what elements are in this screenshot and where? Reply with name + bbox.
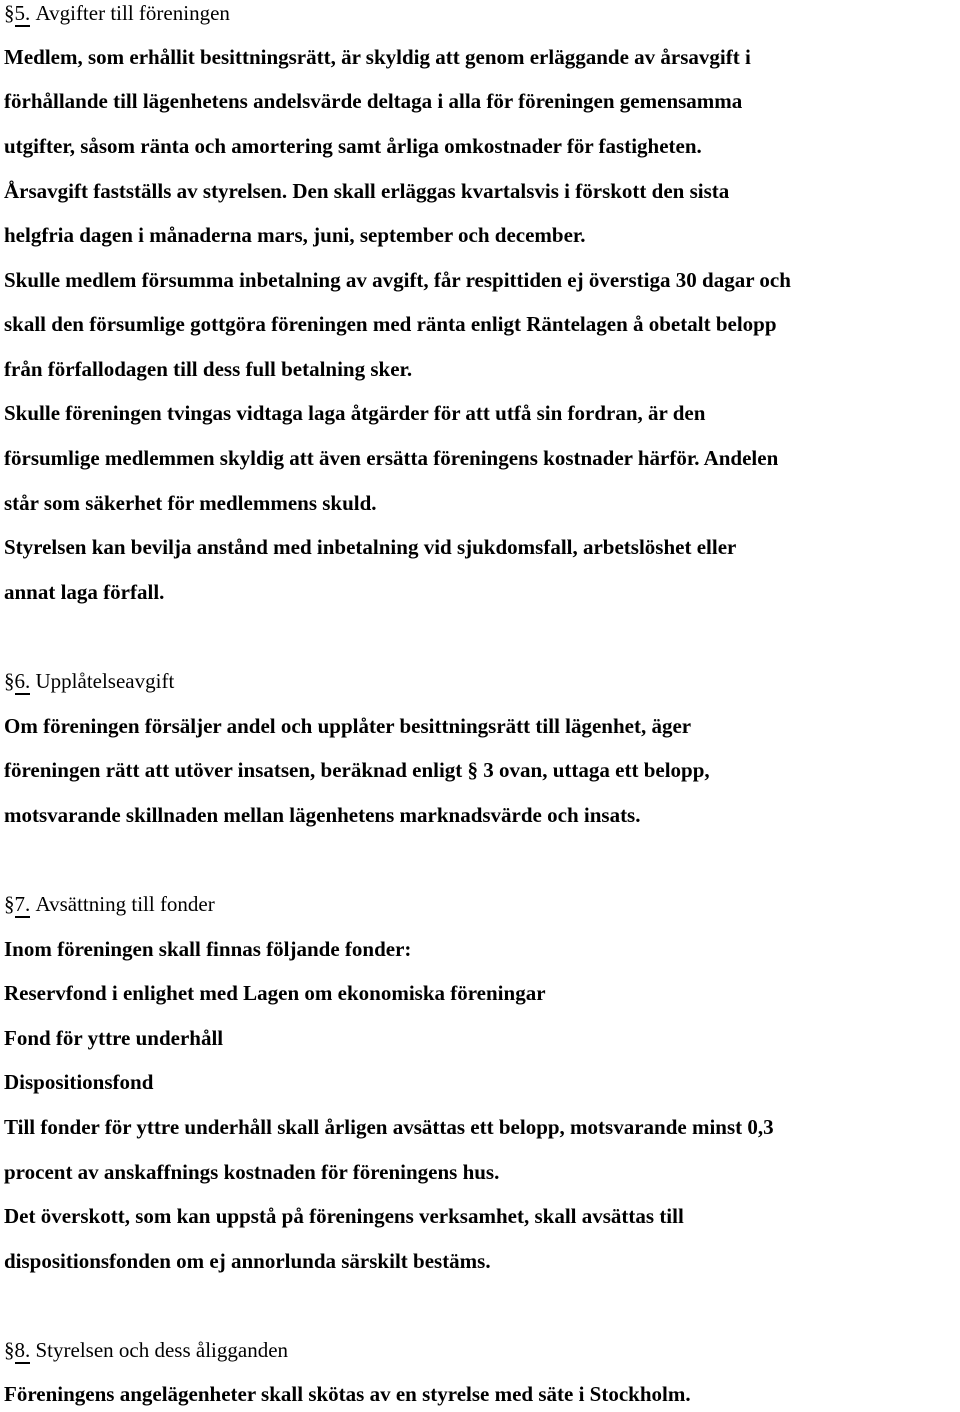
section-7-title: Avsättning till fonder xyxy=(35,892,215,916)
section-7-line-4: Dispositionsfond xyxy=(4,1070,154,1094)
section-sign-8: § xyxy=(4,1338,15,1362)
section-sign-6: § xyxy=(4,669,15,693)
section-sign-7: § xyxy=(4,892,15,916)
section-5-line-5: helgfria dagen i månaderna mars, juni, september och december. xyxy=(4,223,586,247)
section-5-line-10: försumlige medlemmen skyldig att även ersätta föreningens kostnader härför. Andelen xyxy=(4,446,779,470)
section-5-number: 5. xyxy=(14,1,31,25)
section-5-line-2: förhållande till lägenhetens andelsvärde deltaga i alla för föreningen gemensamma xyxy=(4,89,743,113)
section-6-line-1: Om föreningen försäljer andel och upplåter besittningsrätt till lägenhet, äger xyxy=(4,714,692,738)
section-sign-5: § xyxy=(4,1,15,25)
section-7-number: 7. xyxy=(14,892,31,916)
section-5-line-8: från förfallodagen till dess full betalning sker. xyxy=(4,357,413,381)
section-6-title: Upplåtelseavgift xyxy=(35,669,175,693)
section-6-number: 6. xyxy=(14,669,31,693)
section-8-heading xyxy=(4,1337,288,1363)
section-7-heading xyxy=(4,891,215,917)
section-5-line-11: står som säkerhet för medlemmens skuld. xyxy=(4,491,377,515)
section-5-line-1: Medlem, som erhållit besittningsrätt, är skyldig att genom erläggande av årsavgift i xyxy=(4,45,751,69)
section-7-line-8: dispositionsfonden om ej annorlunda särskilt bestäms. xyxy=(4,1249,491,1273)
section-7-line-6: procent av anskaffnings kostnaden för föreningens hus. xyxy=(4,1160,500,1184)
section-5-line-9: Skulle föreningen tvingas vidtaga laga åtgärder för att utfå sin fordran, är den xyxy=(4,401,706,425)
section-6-line-3: motsvarande skillnaden mellan lägenhetens marknadsvärde och insats. xyxy=(4,803,641,827)
section-6-line-2: föreningen rätt att utöver insatsen, beräknad enligt § 3 ovan, uttaga ett belopp, xyxy=(4,758,710,782)
section-5-line-7: skall den försumlige gottgöra föreningen med ränta enligt Räntelagen å obetalt belopp xyxy=(4,312,777,336)
section-7-line-7: Det överskott, som kan uppstå på föreningens verksamhet, skall avsättas till xyxy=(4,1204,684,1228)
section-8-line-1: Föreningens angelägenheter skall skötas av en styrelse med säte i Stockholm. xyxy=(4,1382,691,1406)
section-7-line-2: Reservfond i enlighet med Lagen om ekonomiska föreningar xyxy=(4,981,546,1005)
section-7-line-3: Fond för yttre underhåll xyxy=(4,1026,224,1050)
section-7-line-1: Inom föreningen skall finnas följande fonder: xyxy=(4,937,412,961)
section-5-line-3: utgifter, såsom ränta och amortering samt årliga omkostnader för fastigheten. xyxy=(4,134,702,158)
section-8-number: 8. xyxy=(14,1338,31,1362)
section-8-title: Styrelsen och dess åligganden xyxy=(35,1338,289,1362)
section-5-line-13: annat laga förfall. xyxy=(4,580,165,604)
section-5-heading xyxy=(4,0,230,26)
section-5-line-12: Styrelsen kan bevilja anstånd med inbetalning vid sjukdomsfall, arbetslöshet eller xyxy=(4,535,737,559)
section-5-title: Avgifter till föreningen xyxy=(35,1,230,25)
section-7-line-5: Till fonder för yttre underhåll skall årligen avsättas ett belopp, motsvarande minst 0,3 xyxy=(4,1115,774,1139)
section-5-line-4: Årsavgift fastställs av styrelsen. Den skall erläggas kvartalsvis i förskott den sista xyxy=(4,179,730,203)
section-5-line-6: Skulle medlem försumma inbetalning av avgift, får respittiden ej överstiga 30 dagar och xyxy=(4,268,791,292)
section-6-heading xyxy=(4,668,174,694)
